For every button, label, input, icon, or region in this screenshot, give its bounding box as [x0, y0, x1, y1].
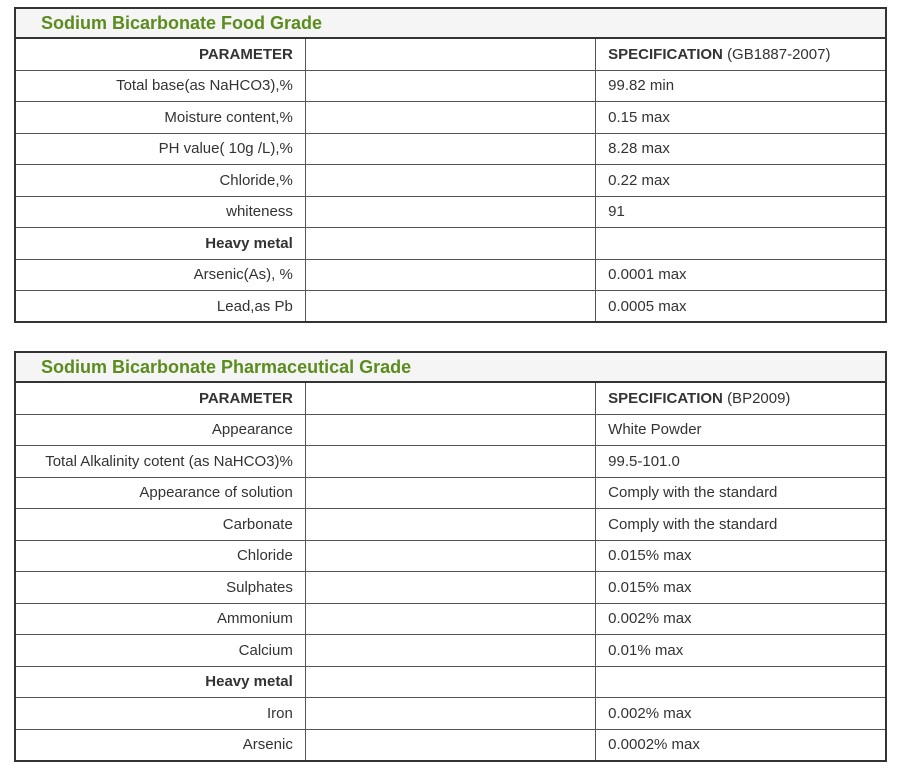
pharmaceutical-grade-table — [14, 351, 887, 762]
column-gap — [305, 165, 595, 197]
column-gap — [305, 38, 595, 70]
table-row — [15, 291, 886, 323]
specification-cell: 0.0002% max — [596, 729, 886, 761]
specification-standard: (BP2009) — [727, 389, 791, 407]
parameter-cell: Arsenic(As), % — [15, 259, 305, 291]
table-row — [15, 228, 886, 260]
column-gap — [305, 572, 595, 604]
specification-cell: 0.002% max — [596, 603, 886, 635]
specification-label: SPECIFICATION — [608, 45, 723, 63]
parameter-cell: Calcium — [15, 635, 305, 667]
column-gap — [305, 133, 595, 165]
parameter-cell: Appearance of solution — [15, 477, 305, 509]
parameter-cell: Iron — [15, 698, 305, 730]
specification-cell: 99.82 min — [596, 70, 886, 102]
specification-cell: 0.0005 max — [596, 291, 886, 323]
table-row — [15, 133, 886, 165]
specification-cell — [596, 228, 886, 260]
table-row — [15, 666, 886, 698]
specification-cell: 0.01% max — [596, 635, 886, 667]
parameter-cell: Moisture content,% — [15, 102, 305, 134]
specification-cell: Comply with the standard — [596, 477, 886, 509]
table-row — [15, 509, 886, 541]
food-grade-table — [14, 7, 887, 323]
column-gap — [305, 540, 595, 572]
specification-cell: White Powder — [596, 414, 886, 446]
parameter-cell: Ammonium — [15, 603, 305, 635]
table-row — [15, 729, 886, 761]
column-gap — [305, 259, 595, 291]
table-row — [15, 259, 886, 291]
column-gap — [305, 291, 595, 323]
table-row — [15, 477, 886, 509]
column-gap — [305, 70, 595, 102]
food-grade-title-row — [15, 8, 886, 38]
parameter-cell: Heavy metal — [15, 228, 305, 260]
column-gap — [305, 382, 595, 414]
food-grade-title: Sodium Bicarbonate Food Grade — [15, 8, 886, 38]
table-row — [15, 414, 886, 446]
parameter-cell: Chloride — [15, 540, 305, 572]
table-row — [15, 165, 886, 197]
specification-cell: 0.015% max — [596, 572, 886, 604]
specification-header — [596, 38, 886, 70]
column-gap — [305, 102, 595, 134]
column-gap — [305, 666, 595, 698]
pharma-grade-title-row — [15, 352, 886, 382]
column-gap — [305, 698, 595, 730]
parameter-cell: Carbonate — [15, 509, 305, 541]
column-gap — [305, 509, 595, 541]
table-row — [15, 540, 886, 572]
column-gap — [305, 196, 595, 228]
table-row — [15, 572, 886, 604]
specification-cell: 91 — [596, 196, 886, 228]
parameter-cell: PH value( 10g /L),% — [15, 133, 305, 165]
specification-header — [596, 382, 886, 414]
table-row — [15, 70, 886, 102]
specification-standard: (GB1887-2007) — [727, 45, 831, 63]
parameter-header: PARAMETER — [15, 382, 305, 414]
parameter-cell: Heavy metal — [15, 666, 305, 698]
column-gap — [305, 446, 595, 478]
pharma-header-row — [15, 382, 886, 414]
pharma-grade-title: Sodium Bicarbonate Pharmaceutical Grade — [15, 352, 886, 382]
specification-cell: 99.5-101.0 — [596, 446, 886, 478]
parameter-cell: Total Alkalinity cotent (as NaHCO3)% — [15, 446, 305, 478]
parameter-cell: Sulphates — [15, 572, 305, 604]
parameter-header: PARAMETER — [15, 38, 305, 70]
parameter-cell: Chloride,% — [15, 165, 305, 197]
table-row — [15, 196, 886, 228]
parameter-cell: Appearance — [15, 414, 305, 446]
table-row — [15, 698, 886, 730]
parameter-cell: Total base(as NaHCO3),% — [15, 70, 305, 102]
column-gap — [305, 635, 595, 667]
food-header-row — [15, 38, 886, 70]
table-row — [15, 102, 886, 134]
column-gap — [305, 729, 595, 761]
column-gap — [305, 477, 595, 509]
specification-cell: 8.28 max — [596, 133, 886, 165]
specification-cell: Comply with the standard — [596, 509, 886, 541]
parameter-cell: whiteness — [15, 196, 305, 228]
table-row — [15, 603, 886, 635]
column-gap — [305, 228, 595, 260]
specification-cell: 0.002% max — [596, 698, 886, 730]
specification-label: SPECIFICATION — [608, 389, 723, 407]
specification-cell: 0.0001 max — [596, 259, 886, 291]
column-gap — [305, 414, 595, 446]
specification-cell: 0.15 max — [596, 102, 886, 134]
table-row — [15, 635, 886, 667]
parameter-cell: Lead,as Pb — [15, 291, 305, 323]
column-gap — [305, 603, 595, 635]
parameter-cell: Arsenic — [15, 729, 305, 761]
specification-cell: 0.015% max — [596, 540, 886, 572]
specification-cell — [596, 666, 886, 698]
specification-cell: 0.22 max — [596, 165, 886, 197]
table-row — [15, 446, 886, 478]
